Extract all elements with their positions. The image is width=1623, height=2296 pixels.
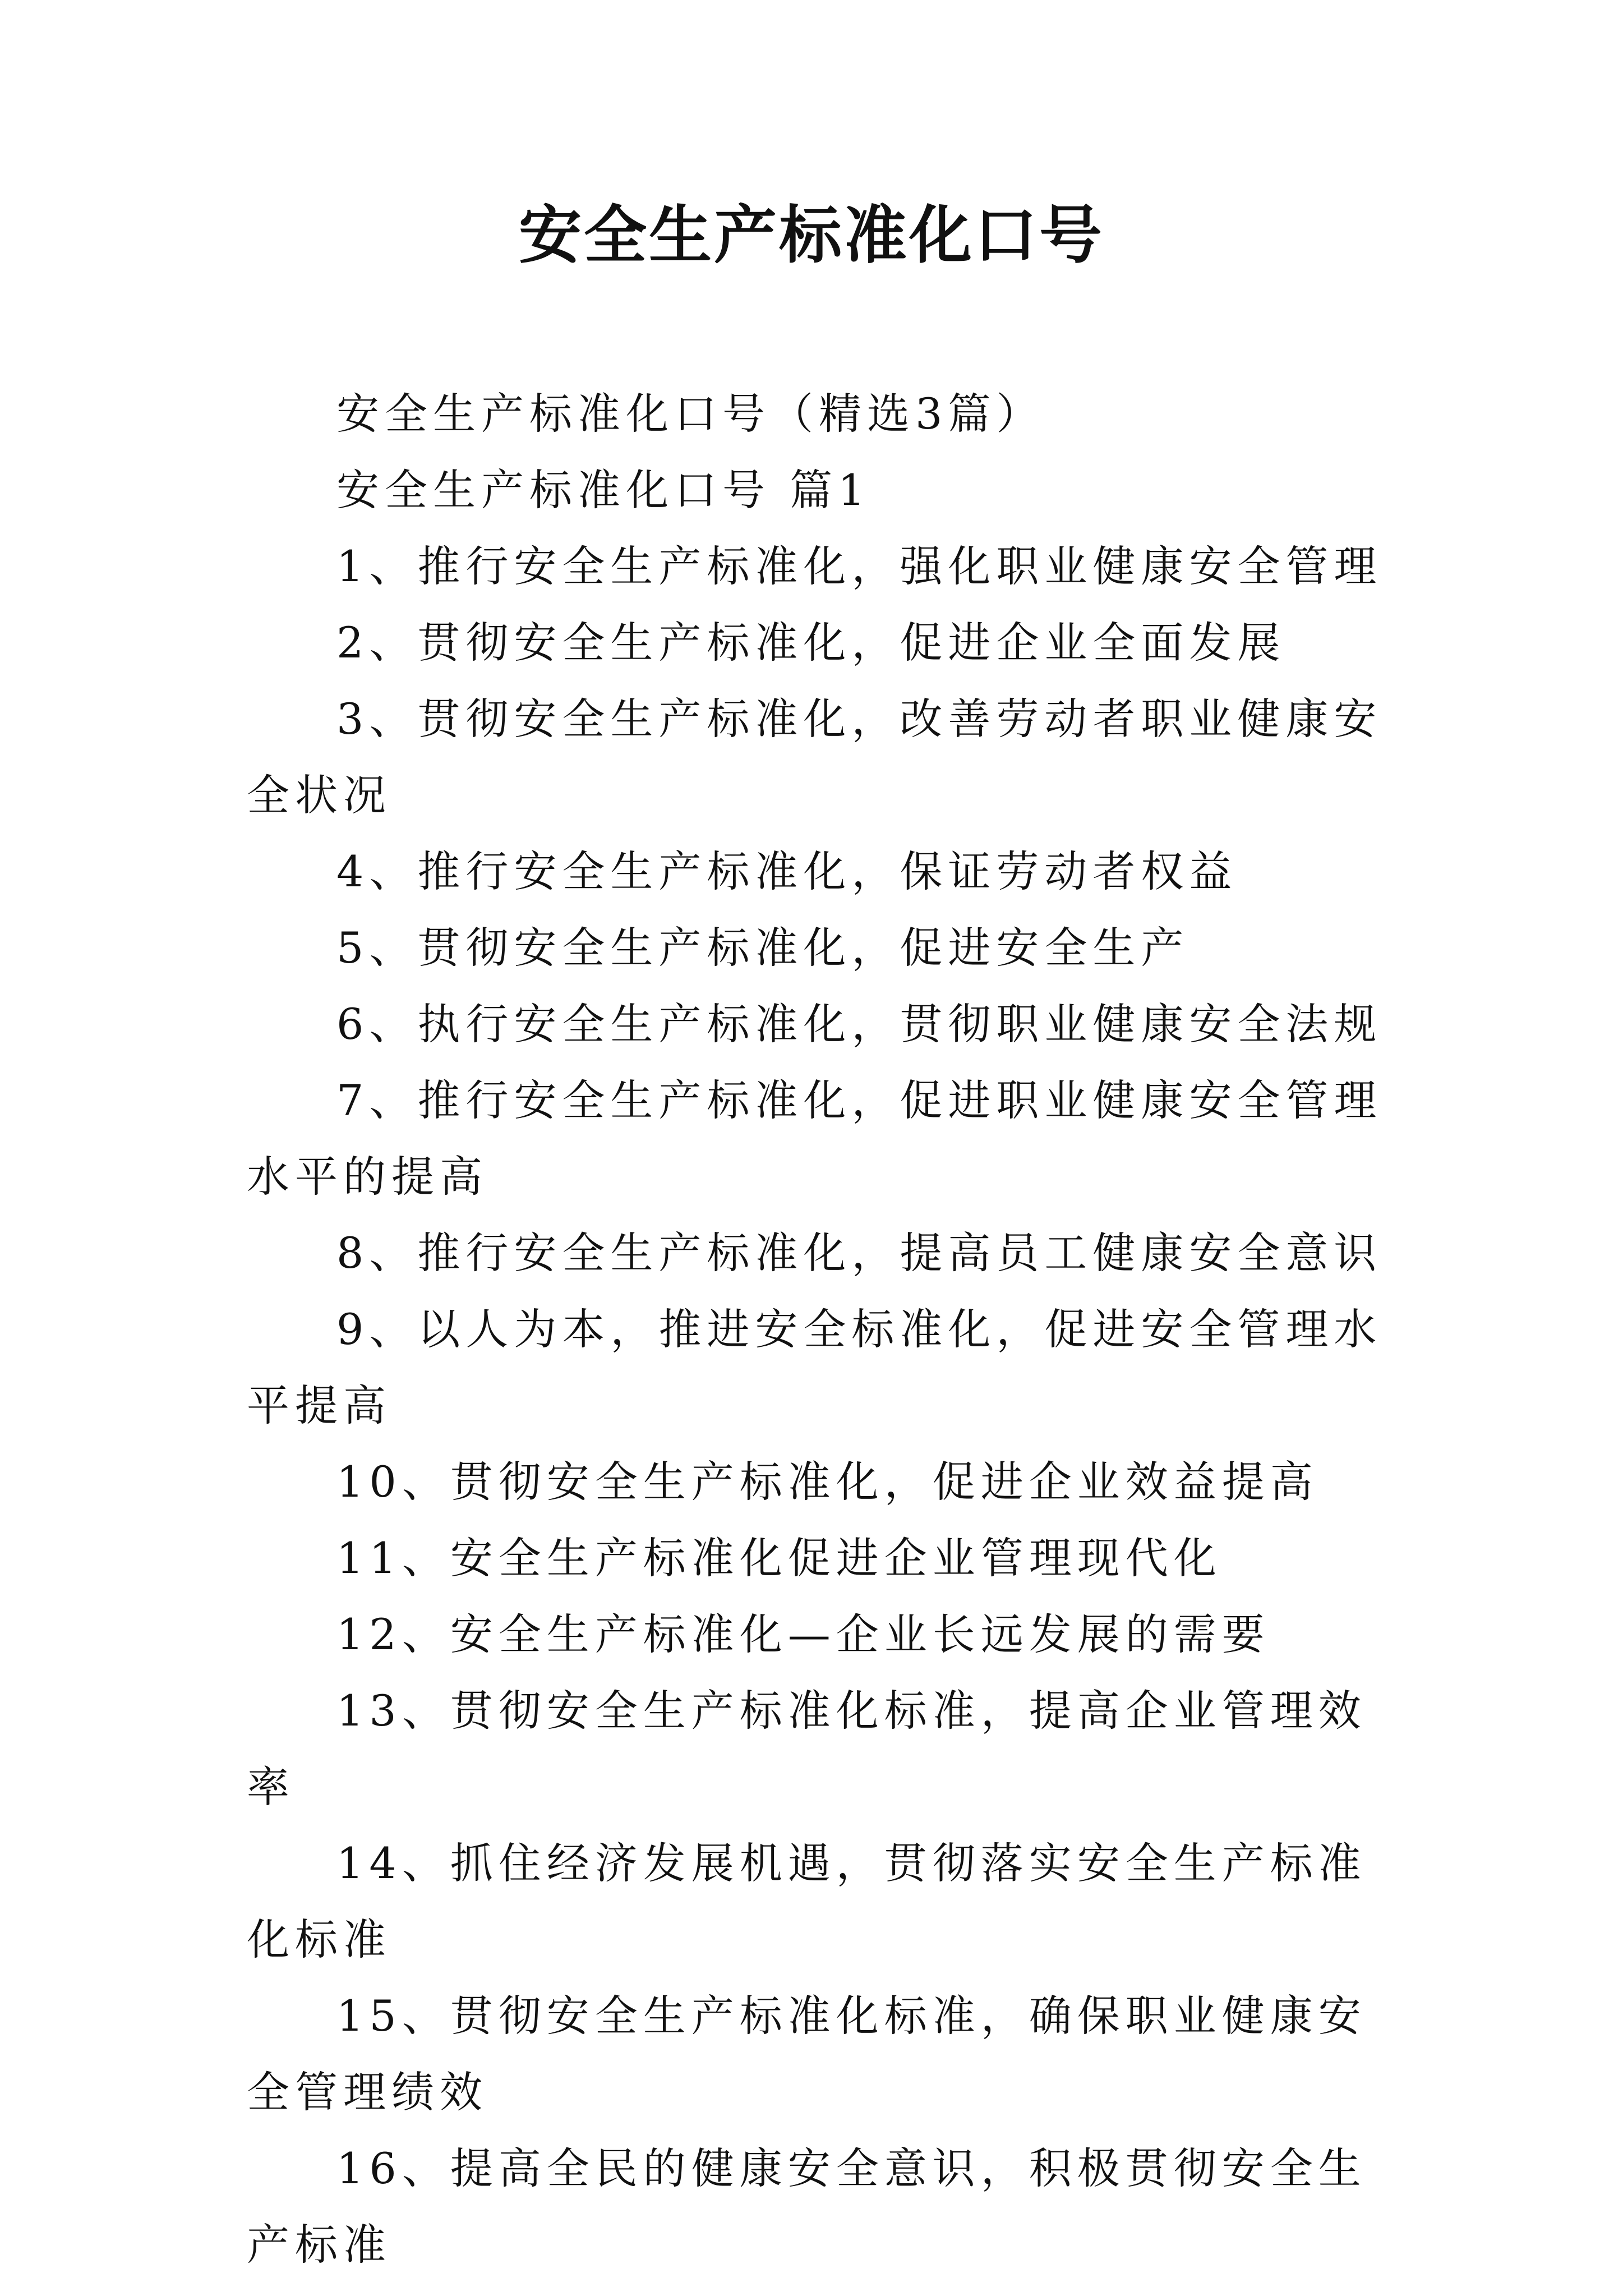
slogan-10: 10、贯彻安全生产标准化，促进企业效益提高 (336, 1457, 1318, 1507)
slogan-3: 3、贯彻安全生产标准化，改善劳动者职业健康安全状况 (247, 694, 1382, 820)
slogan-2: 2、贯彻安全生产标准化，促进企业全面发展 (336, 618, 1286, 668)
document-title: 安全生产标准化口号 (519, 199, 1104, 272)
slogan-11: 11、安全生产标准化促进企业管理现代化 (336, 1533, 1222, 1583)
slogan-7: 7、推行安全生产标准化，促进职业健康安全管理水平的提高 (247, 1075, 1382, 1202)
slogan-13: 13、贯彻安全生产标准化标准，提高企业管理效率 (247, 1686, 1367, 1812)
slogan-14: 14、抓住经济发展机遇，贯彻落实安全生产标准化标准 (247, 1838, 1367, 1964)
document-body (247, 376, 1391, 2283)
slogan-9: 9、以人为本，推进安全标准化，促进安全管理水平提高 (247, 1304, 1382, 1430)
slogan-1: 1、推行安全生产标准化，强化职业健康安全管理 (336, 541, 1382, 591)
slogan-16: 16、提高全民的健康安全意识，积极贯彻安全生产标准 (247, 2143, 1367, 2270)
slogan-6: 6、执行安全生产标准化，贯彻职业健康安全法规 (336, 999, 1382, 1049)
slogan-8: 8、推行安全生产标准化，提高员工健康安全意识 (336, 1228, 1382, 1278)
slogan-4: 4、推行安全生产标准化，保证劳动者权益 (336, 846, 1238, 896)
paragraph-subtitle: 安全生产标准化口号（精选3篇） (336, 389, 1045, 439)
slogan-12: 12、安全生产标准化—企业长远发展的需要 (336, 1609, 1270, 1659)
paragraph-section-heading: 安全生产标准化口号 篇1 (336, 465, 871, 515)
slogan-5: 5、贯彻安全生产标准化，促进安全生产 (336, 923, 1189, 973)
slogan-15: 15、贯彻安全生产标准化标准，确保职业健康安全管理绩效 (247, 1991, 1367, 2117)
